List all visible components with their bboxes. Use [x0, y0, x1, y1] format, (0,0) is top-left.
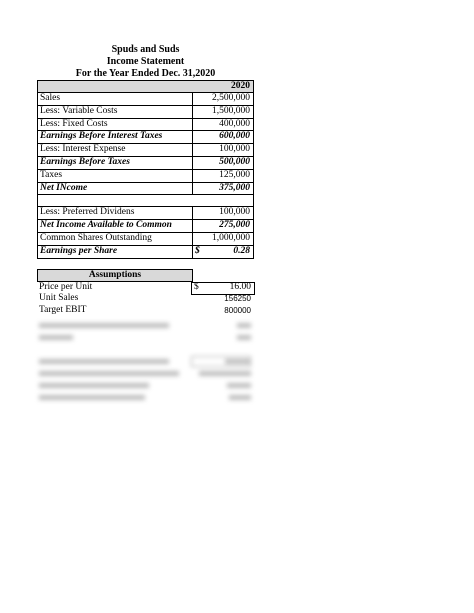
- income-statement-table: [37, 92, 254, 195]
- row-label: Earnings per Share: [40, 245, 118, 256]
- row-label: Taxes: [40, 169, 63, 180]
- blurred-row: [37, 319, 254, 331]
- blurred-breakeven-rows: [37, 355, 254, 403]
- row-value: 375,000: [219, 182, 250, 193]
- currency-symbol: $: [194, 281, 199, 292]
- blurred-row: [37, 331, 254, 343]
- assumptions-header: Assumptions: [37, 269, 193, 282]
- table-row[interactable]: [38, 233, 253, 246]
- row-label: Common Shares Outstanding: [40, 232, 152, 243]
- row-value: 156250: [224, 294, 251, 304]
- row-value: 600,000: [219, 131, 250, 142]
- row-label: Less: Preferred Dividens: [40, 207, 135, 218]
- company-name: Spuds and Suds: [111, 44, 180, 55]
- table-row[interactable]: [38, 106, 253, 119]
- table-row[interactable]: [38, 144, 253, 157]
- row-label: Earnings Before Interest Taxes: [40, 131, 163, 142]
- row-label: Net INcome: [40, 182, 88, 193]
- year-column-header: 2020: [37, 80, 254, 92]
- table-row[interactable]: [38, 119, 253, 132]
- blurred-row: [37, 379, 254, 391]
- row-label: Target EBIT: [39, 305, 87, 316]
- row-value: 400,000: [219, 118, 250, 129]
- table-row[interactable]: [37, 305, 254, 317]
- table-row[interactable]: [38, 246, 253, 258]
- row-label: Earnings Before Taxes: [40, 156, 130, 167]
- blurred-row: [37, 391, 254, 403]
- statement-period: For the Year Ended Dec. 31,2020: [75, 68, 216, 79]
- blurred-row: [37, 355, 254, 367]
- row-value: 1,500,000: [212, 105, 250, 116]
- row-value: 100,000: [219, 144, 250, 155]
- blank-row: [37, 195, 254, 207]
- row-label: Less: Interest Expense: [40, 144, 126, 155]
- row-value: 1,000,000: [212, 232, 250, 243]
- table-row[interactable]: [37, 282, 254, 294]
- table-row[interactable]: [38, 131, 253, 144]
- row-value: 275,000: [219, 220, 250, 231]
- table-row[interactable]: [38, 220, 253, 233]
- blurred-row: [37, 367, 254, 379]
- statement-title: Income Statement: [106, 56, 185, 67]
- row-value: 125,000: [219, 169, 250, 180]
- table-row[interactable]: [38, 157, 253, 170]
- income-statement-sheet: [37, 80, 254, 403]
- table-row[interactable]: [38, 183, 253, 195]
- row-label: Sales: [40, 93, 61, 103]
- table-row[interactable]: [38, 170, 253, 183]
- row-value: 2,500,000: [212, 93, 250, 103]
- row-value: 16.00: [229, 281, 251, 292]
- row-label: Net Income Available to Common: [40, 220, 172, 231]
- row-value: 500,000: [219, 156, 250, 167]
- table-row[interactable]: [38, 93, 253, 106]
- common-shares-table: [37, 207, 254, 258]
- row-value: 100,000: [219, 207, 250, 218]
- table-row[interactable]: [37, 293, 254, 305]
- row-label: Less: Fixed Costs: [40, 118, 108, 129]
- row-value: 800000: [224, 306, 251, 316]
- table-row[interactable]: [38, 207, 253, 220]
- blurred-assumption-rows: [37, 319, 254, 343]
- row-label: Unit Sales: [39, 293, 79, 304]
- row-label: Price per Unit: [39, 281, 93, 292]
- row-value: 0.28: [233, 245, 250, 256]
- row-label: Less: Variable Costs: [40, 105, 118, 116]
- assumptions-table: [37, 282, 254, 317]
- currency-symbol: $: [195, 245, 200, 256]
